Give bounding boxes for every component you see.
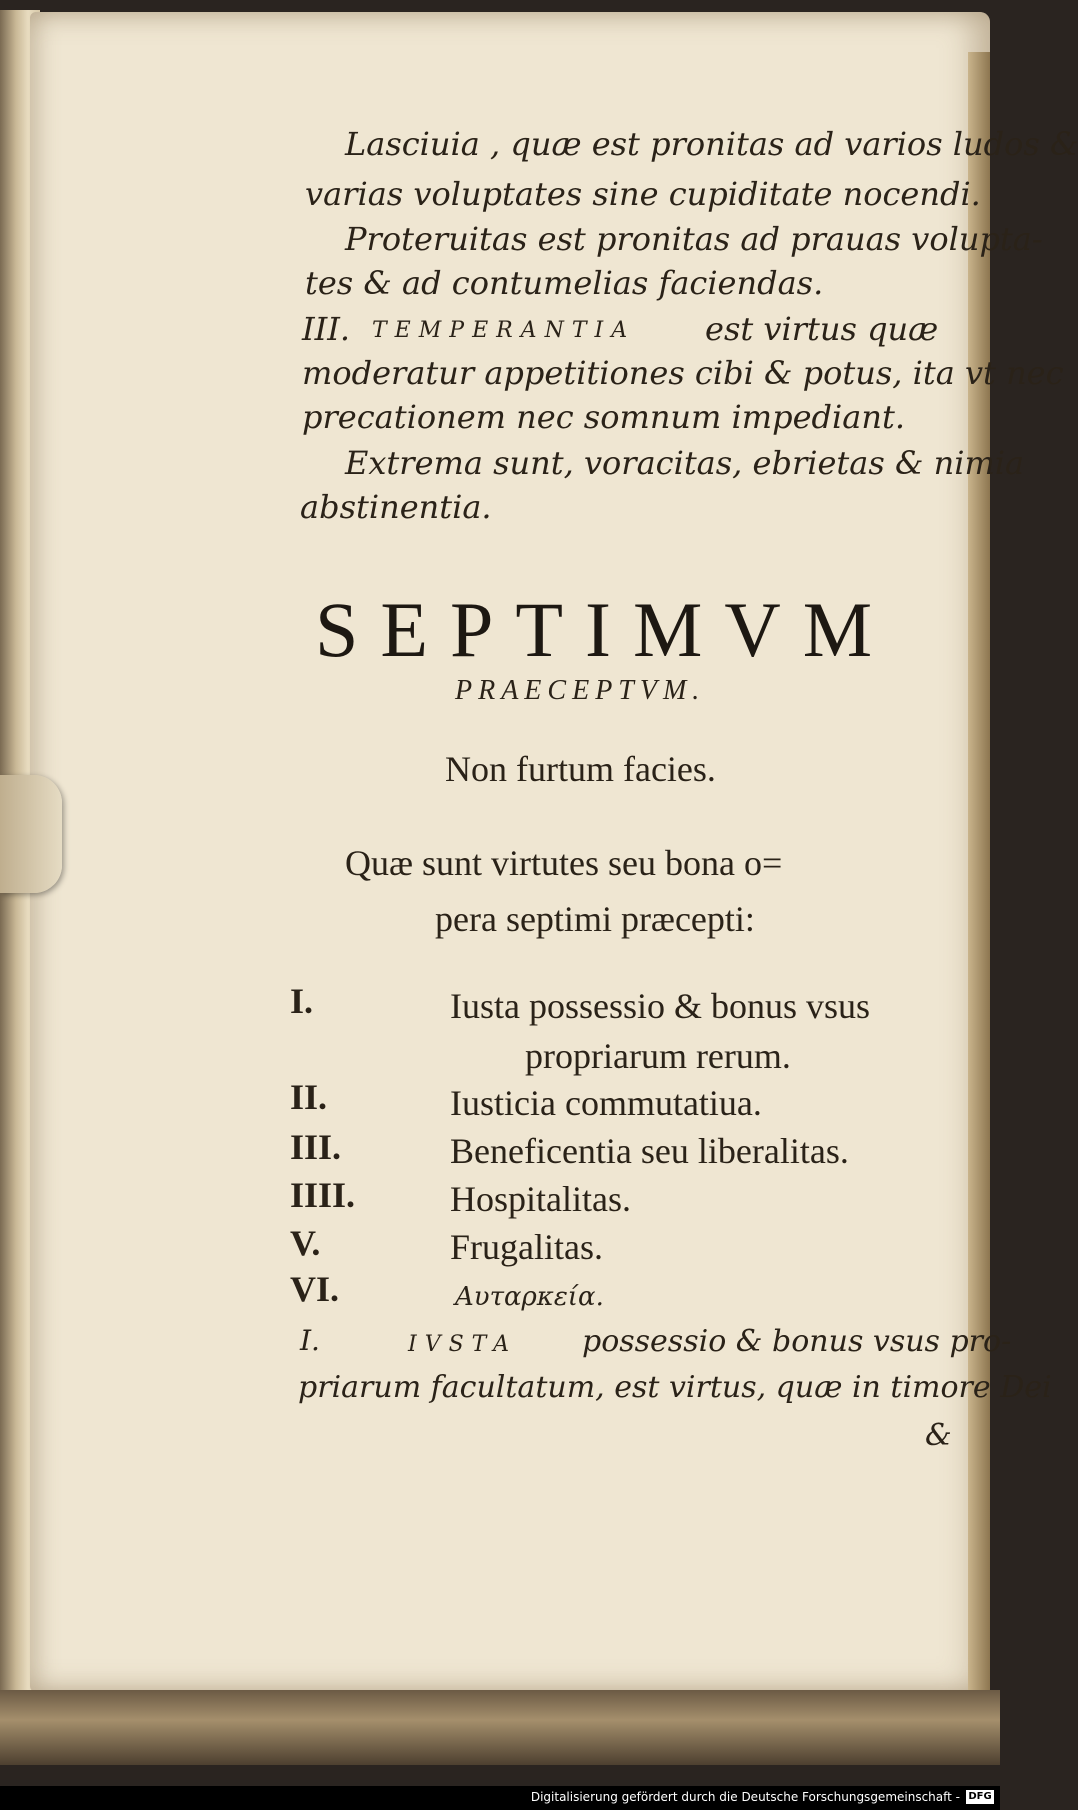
closing-line-1-rest: possessio & bonus vsus pro- <box>582 1324 1012 1359</box>
page-bottom-edge <box>0 1690 1000 1765</box>
text-line-8: Extrema sunt, voracitas, ebrietas & nimia <box>345 444 1025 482</box>
virtue-number-3: III. <box>290 1127 342 1167</box>
virtue-number-4: IIII. <box>290 1175 356 1215</box>
book-clasp <box>0 775 62 893</box>
text-line-5-rest: est virtus quæ <box>705 310 939 348</box>
closing-smallcaps: IVSTA <box>408 1332 518 1357</box>
text-line-5-smallcaps: TEMPERANTIA <box>372 318 636 343</box>
section-subtitle: PRAECEPTVM. <box>455 675 706 706</box>
commandment: Non furtum facies. <box>445 749 716 789</box>
dfg-logo: DFG <box>966 1790 994 1804</box>
virtue-number-2: II. <box>290 1077 328 1117</box>
virtue-number-5: V. <box>290 1223 321 1263</box>
virtue-text-5: Frugalitas. <box>450 1227 603 1267</box>
closing-number: I. <box>300 1324 320 1357</box>
text-line-4: tes & ad contumelias faciendas. <box>305 264 824 302</box>
text-line-2: varias voluptates sine cupiditate nocendi. <box>305 175 981 213</box>
virtue-text-1: Iusta possessio & bonus vsus <box>450 986 871 1026</box>
text-line-3: Proteruitas est pronitas ad prauas volupta- <box>345 220 1043 258</box>
text-line-9: abstinentia. <box>300 488 492 526</box>
catchword: & <box>925 1418 952 1453</box>
closing-line-2: priarum facultatum, est virtus, quæ in timore Dei <box>298 1370 1052 1405</box>
virtue-text-3: Beneficentia seu liberalitas. <box>450 1131 849 1171</box>
text-line-7: precationem nec somnum impediant. <box>302 398 905 436</box>
section-title: SEPTIMVM <box>315 586 895 673</box>
virtue-text-6: Αυταρκεία. <box>455 1282 604 1312</box>
footer-credit: Digitalisierung gefördert durch die Deutsche Forschungsgemeinschaft - <box>530 1790 960 1804</box>
footer-bar <box>0 1786 1000 1810</box>
virtue-text-2: Iusticia commutatiua. <box>450 1083 762 1123</box>
virtue-number-1: I. <box>290 981 314 1021</box>
page-right-edge <box>968 52 990 1712</box>
virtue-text-1-cont: propriarum rerum. <box>525 1036 791 1076</box>
virtue-text-4: Hospitalitas. <box>450 1179 631 1219</box>
question-line-1: Quæ sunt virtutes seu bona o= <box>345 843 783 883</box>
text-line-6: moderatur appetitiones cibi & potus, ita vt nec <box>302 354 1064 392</box>
question-line-2: pera septimi præcepti: <box>435 899 755 939</box>
text-line-5-number: III. <box>302 310 351 348</box>
text-line-1: Lasciuia , quæ est pronitas ad varios ludos & <box>345 125 1078 163</box>
virtue-number-6: VI. <box>290 1269 340 1309</box>
